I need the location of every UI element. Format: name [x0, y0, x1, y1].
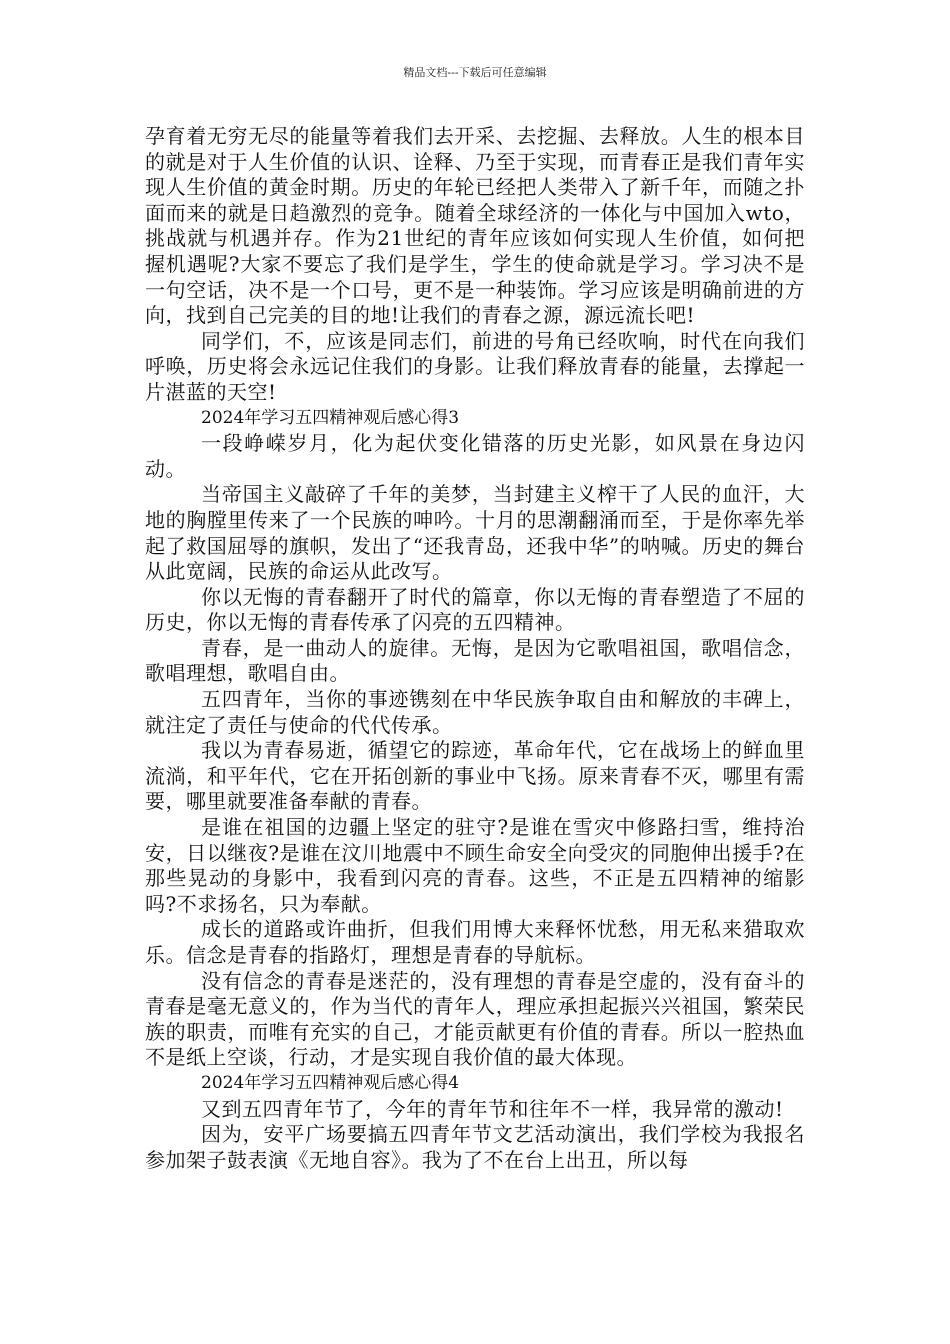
section-heading: 2024年学习五四精神观后感心得3: [201, 407, 460, 428]
paragraph: 五四青年，当你的事迹镌刻在中华民族争取自由和解放的丰碑上，就注定了责任与使命的代代传承。: [145, 687, 805, 737]
paragraph: 当帝国主义敲碎了千年的美梦，当封建主义榨干了人民的血汗，大地的胸膛里传来了一个民族的呻吟。十月的思潮翻涌而至，于是你率先举起了救国屈辱的旗帜，发出了“还我青岛，还我中华”的呐喊。历史的舞台从此宽阔，民族的命运从此改写。: [145, 482, 805, 584]
paragraph: 青春，是一曲动人的旋律。无悔，是因为它歌唱祖国，歌唱信念，歌唱理想，歌唱自由。: [145, 635, 805, 686]
document-body: [145, 124, 805, 1173]
page-header: 精品文档---下载后可任意编辑: [403, 66, 547, 79]
paragraph: 一段峥嵘岁月，化为起伏变化错落的历史光影，如风景在身边闪动。: [145, 431, 805, 481]
section-heading: 2024年学习五四精神观后感心得4: [201, 1072, 460, 1093]
paragraph: 因为，安平广场要搞五四青年节文艺活动演出，我们学校为我报名参加架子鼓表演《无地自容》。我为了不在台上出丑，所以每: [145, 1122, 805, 1172]
paragraph: 没有信念的青春是迷茫的，没有理想的青春是空虚的，没有奋斗的青春是毫无意义的，作为当代的青年人，理应承担起振兴兴祖国，繁荣民族的职责，而唯有充实的自己，才能贡献更有价值的青春。所以一腔热血不是纸上空谈，行动，才是实现自我价值的最大体现。: [145, 968, 805, 1070]
paragraph: 同学们，不，应该是同志们，前进的号角已经吹响，时代在向我们呼唤，历史将会永远记住我们的身影。让我们释放青春的能量，去撑起一片湛蓝的天空!: [145, 328, 805, 404]
paragraph: 又到五四青年节了，今年的青年节和往年不一样，我异常的激动!: [201, 1096, 784, 1121]
paragraph: 孕育着无穷无尽的能量等着我们去开采、去挖掘、去释放。人生的根本目的就是对于人生价值的认识、诠释、乃至于实现，而青春正是我们青年实现人生价值的黄金时期。历史的年轮已经把人类带入了新千年，而随之扑面而来的就是日趋激烈的竞争。随着全球经济的一体化与中国加入wto，挑战就与机遇并存。作为21世纪的青年应该如何实现人生价值，如何把握机遇呢?大家不要忘了我们是学生，学生的使命就是学习。学习决不是一句空话，决不是一个口号，更不是一种装饰。学习应该是明确前进的方向，找到自己完美的目的地!让我们的青春之源，源远流长吧!: [145, 124, 805, 328]
paragraph: 我以为青春易逝，循望它的踪迹，革命年代，它在战场上的鲜血里流淌，和平年代，它在开拓创新的事业中飞扬。原来青春不灭，哪里有需要，哪里就要准备奉献的青春。: [145, 738, 805, 814]
paragraph: 成长的道路或许曲折，但我们用博大来释怀忧愁，用无私来猎取欢乐。信念是青春的指路灯，理想是青春的导航标。: [145, 917, 805, 967]
paragraph: 是谁在祖国的边疆上坚定的驻守?是谁在雪灾中修路扫雪，维持治安，日以继夜?是谁在汶川地震中不顾生命安全向受灾的同胞伸出援手?在那些晃动的身影中，我看到闪亮的青春。这些，不正是五四精神的缩影吗?不求扬名，只为奉献。: [145, 815, 805, 916]
paragraph: 你以无悔的青春翻开了时代的篇章，你以无悔的青春塑造了不屈的历史，你以无悔的青春传承了闪亮的五四精神。: [145, 584, 805, 635]
